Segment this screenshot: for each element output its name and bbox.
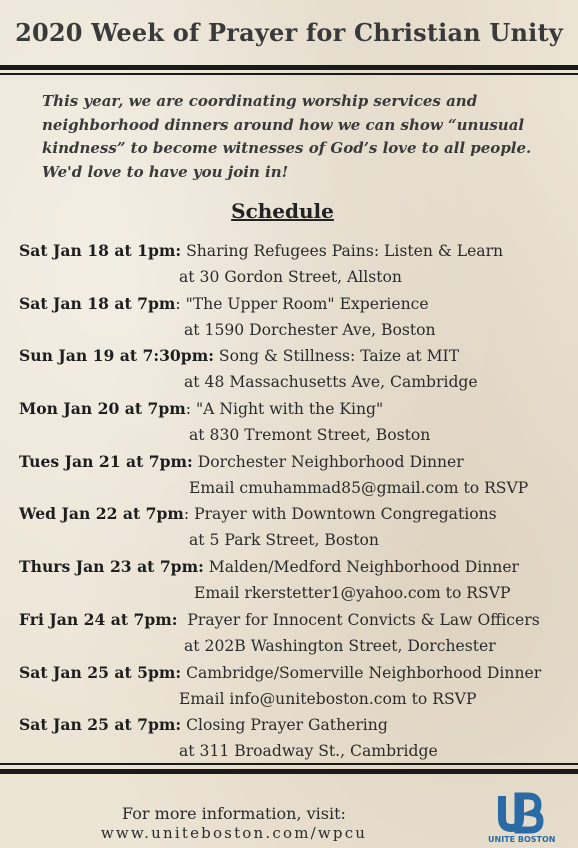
- footer-url-link[interactable]: www.uniteboston.com/wpcu: [100, 824, 368, 842]
- event-title: Song & Stillness: Taize at MIT: [213, 347, 460, 366]
- page-title: 2020 Week of Prayer for Christian Unity: [15, 18, 563, 47]
- intro-line: neighborhood dinners around how we can show “unusual: [42, 115, 525, 134]
- schedule-event: [0, 607, 578, 660]
- event-time: Mon Jan 20 at 7pm: [19, 399, 186, 419]
- schedule-event: [0, 343, 578, 396]
- schedule-event: [0, 238, 578, 291]
- intro-line: This year, we are coordinating worship services and: [42, 92, 478, 110]
- event-title: Malden/Medford Neighborhood Dinner: [203, 558, 520, 577]
- event-title: Closing Prayer Gathering: [181, 716, 388, 735]
- schedule-event: [0, 449, 578, 502]
- event-time: Tues Jan 21 at 7pm:: [19, 451, 193, 471]
- event-title: Sharing Refugees Pains: Listen & Learn: [181, 242, 504, 260]
- event-title: : Prayer with Downtown Congregations: [183, 505, 497, 524]
- event-time: Sat Jan 18 at 7pm: [19, 293, 176, 313]
- schedule-event: [0, 660, 578, 713]
- event-detail: at 48 Massachusetts Ave, Cambridge: [184, 373, 478, 392]
- event-detail: at 830 Tremont Street, Boston: [189, 426, 431, 445]
- event-time: Sat Jan 25 at 7pm:: [19, 715, 182, 735]
- event-title: Prayer for Innocent Convicts & Law Officers: [177, 610, 540, 629]
- intro-line: We'd love to have you join in!: [42, 162, 289, 181]
- logo-caption: UNITE BOSTON: [488, 835, 556, 844]
- event-title: Cambridge/Somerville Neighborhood Dinner: [181, 663, 542, 682]
- event-detail: at 1590 Dorchester Ave, Boston: [184, 320, 436, 339]
- event-time: Sun Jan 19 at 7:30pm:: [19, 346, 214, 366]
- event-detail: Email info@uniteboston.com to RSVP: [179, 689, 477, 708]
- schedule-event: [0, 501, 578, 554]
- schedule-event: [0, 554, 578, 607]
- schedule-list: [0, 238, 578, 765]
- event-detail: Email rkerstetter1@yahoo.com to RSVP: [194, 584, 511, 603]
- event-title: : "A Night with the King": [185, 400, 384, 419]
- bottom-divider-thin: [0, 763, 578, 765]
- schedule-event: [0, 712, 578, 765]
- top-divider-thick: [0, 65, 578, 70]
- event-title: Dorchester Neighborhood Dinner: [192, 452, 464, 471]
- schedule-event: [0, 291, 578, 344]
- schedule-heading: Schedule: [231, 199, 334, 223]
- event-detail: at 30 Gordon Street, Allston: [179, 268, 402, 286]
- event-time: Wed Jan 22 at 7pm: [19, 504, 184, 524]
- event-time: Fri Jan 24 at 7pm:: [19, 609, 178, 629]
- event-title: : "The Upper Room" Experience: [175, 294, 429, 313]
- event-detail: at 311 Broadway St., Cambridge: [179, 742, 438, 761]
- footer-info-label: For more information, visit:: [122, 804, 346, 823]
- event-detail: at 5 Park Street, Boston: [189, 531, 379, 550]
- event-time: Sat Jan 25 at 5pm:: [19, 662, 182, 682]
- event-time: Thurs Jan 23 at 7pm:: [19, 557, 204, 577]
- intro-line: kindness” to become witnesses of God’s love to all people.: [42, 139, 532, 157]
- event-time: Sat Jan 18 at 1pm:: [19, 241, 182, 260]
- intro-paragraph: [42, 90, 562, 184]
- event-detail: at 202B Washington Street, Dorchester: [184, 636, 496, 655]
- event-detail: Email cmuhammad85@gmail.com to RSVP: [189, 478, 529, 497]
- bottom-divider-thick: [0, 769, 578, 774]
- schedule-event: [0, 396, 578, 449]
- top-divider-thin: [0, 73, 578, 75]
